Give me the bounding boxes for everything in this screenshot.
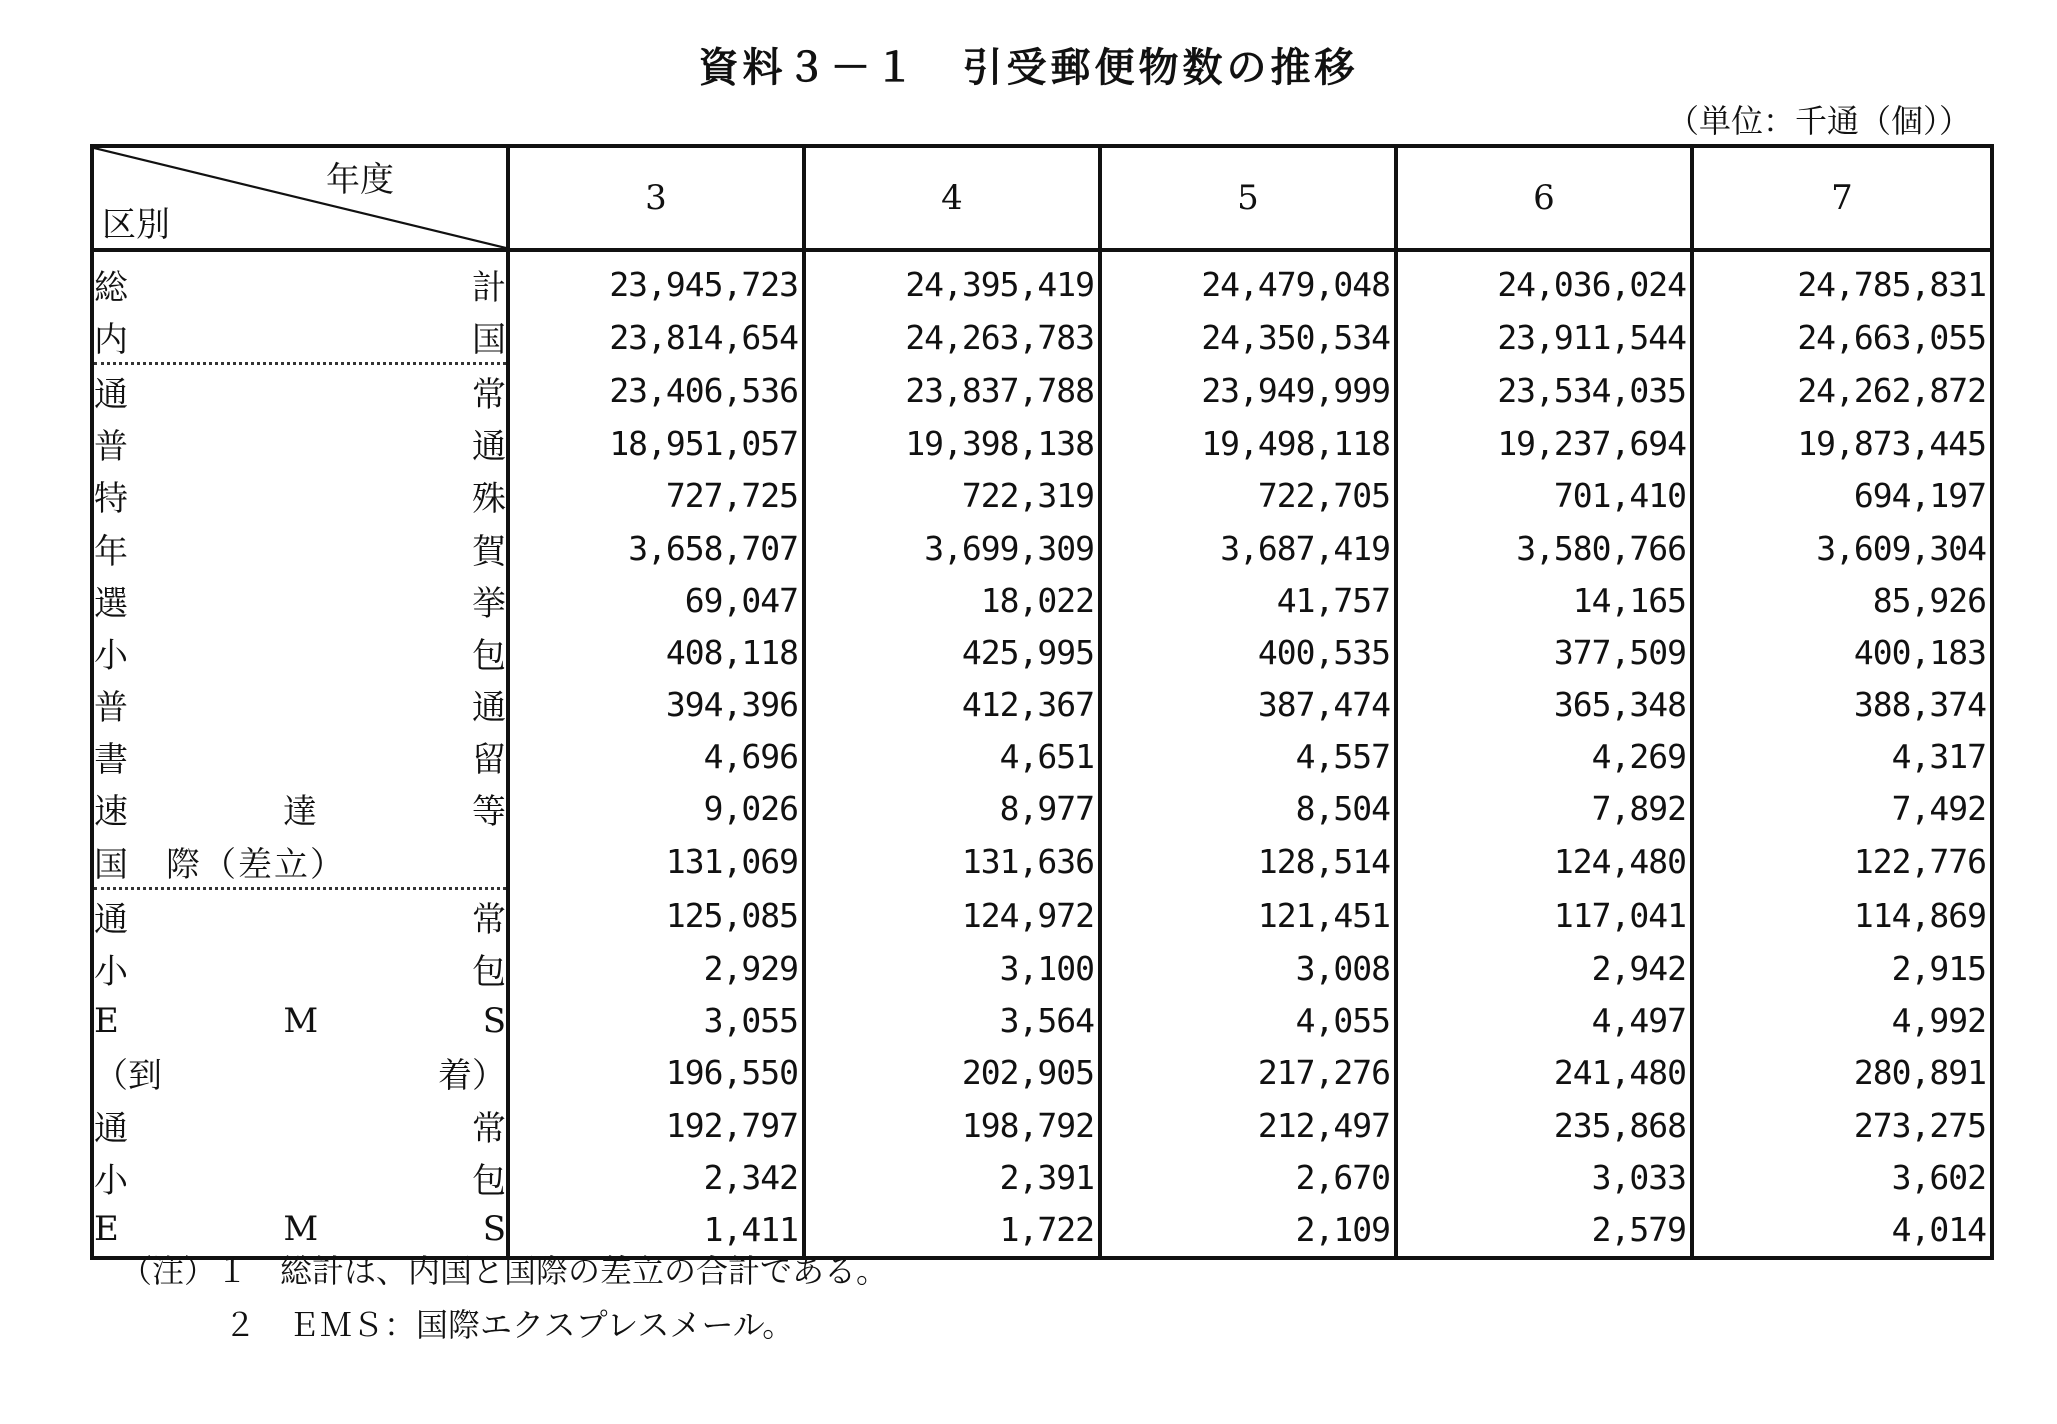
value-cell: 3,687,419 [1100, 522, 1396, 574]
row-label [92, 470, 508, 522]
table-row [92, 310, 1992, 364]
value-cell: 202,905 [804, 1047, 1100, 1099]
row-label [92, 310, 508, 364]
value-cell: 694,197 [1692, 470, 1992, 522]
value-cell: 125,085 [508, 889, 804, 943]
value-cell: 24,663,055 [1692, 310, 1992, 364]
row-label-part: 常 [472, 374, 506, 415]
corner-year-label: 年度 [326, 160, 394, 200]
value-cell: 273,275 [1692, 1099, 1992, 1151]
value-cell: 4,696 [508, 731, 804, 783]
row-label-part: 国 [472, 319, 506, 360]
value-cell: 3,564 [804, 995, 1100, 1047]
row-label-part: 賀 [472, 531, 506, 572]
row-label-part: 小 [94, 1160, 128, 1201]
row-label-part: S [482, 1000, 506, 1041]
table-row [92, 1099, 1992, 1151]
row-label-part: 通 [94, 1108, 128, 1149]
row-label-part: 包 [472, 635, 506, 676]
value-cell: 4,497 [1396, 995, 1692, 1047]
value-cell: 3,609,304 [1692, 522, 1992, 574]
value-cell: 23,406,536 [508, 364, 804, 418]
corner-cell [92, 146, 508, 250]
row-label-part: 書 [94, 740, 128, 781]
value-cell: 23,534,035 [1396, 364, 1692, 418]
value-cell: 387,474 [1100, 679, 1396, 731]
value-cell: 196,550 [508, 1047, 804, 1099]
row-label-part: 普 [94, 688, 128, 729]
value-cell: 4,317 [1692, 731, 1992, 783]
row-label-part: 国 際（差立） [94, 844, 346, 885]
notes [120, 1244, 888, 1352]
row-label-part: 着） [438, 1056, 506, 1097]
value-cell: 23,945,723 [508, 250, 804, 310]
value-cell: 41,757 [1100, 574, 1396, 626]
table-row [92, 835, 1992, 889]
value-cell: 192,797 [508, 1099, 804, 1151]
row-label-part: 包 [472, 952, 506, 993]
value-cell: 377,509 [1396, 626, 1692, 678]
row-label [92, 574, 508, 626]
row-label-part: 総 [94, 267, 128, 308]
value-cell: 388,374 [1692, 679, 1992, 731]
value-cell: 3,580,766 [1396, 522, 1692, 574]
value-cell: 3,602 [1692, 1151, 1992, 1203]
value-cell: 3,699,309 [804, 522, 1100, 574]
value-cell: 1,411 [508, 1203, 804, 1257]
value-cell: 4,014 [1692, 1203, 1992, 1257]
year-header: 6 [1396, 146, 1692, 250]
value-cell: 4,269 [1396, 731, 1692, 783]
value-cell: 24,479,048 [1100, 250, 1396, 310]
row-label [92, 250, 508, 310]
year-header: 4 [804, 146, 1100, 250]
value-cell: 122,776 [1692, 835, 1992, 889]
row-label-part: 選 [94, 583, 128, 624]
value-cell: 23,949,999 [1100, 364, 1396, 418]
table-body [92, 250, 1992, 1258]
row-label-part: 留 [472, 740, 506, 781]
row-label-part: 年 [94, 531, 128, 572]
value-cell: 24,350,534 [1100, 310, 1396, 364]
row-label-part: E [94, 1000, 119, 1041]
value-cell: 722,319 [804, 470, 1100, 522]
value-cell: 3,033 [1396, 1151, 1692, 1203]
value-cell: 241,480 [1396, 1047, 1692, 1099]
row-label-part: M [283, 1209, 319, 1250]
value-cell: 3,008 [1100, 942, 1396, 994]
table-row [92, 995, 1992, 1047]
table-row [92, 470, 1992, 522]
value-cell: 400,183 [1692, 626, 1992, 678]
value-cell: 117,041 [1396, 889, 1692, 943]
value-cell: 400,535 [1100, 626, 1396, 678]
value-cell: 394,396 [508, 679, 804, 731]
row-label [92, 995, 508, 1047]
table-row [92, 942, 1992, 994]
value-cell: 24,262,872 [1692, 364, 1992, 418]
row-label-part: 特 [94, 479, 128, 520]
row-label-part: 計 [472, 267, 506, 308]
value-cell: 2,109 [1100, 1203, 1396, 1257]
table-row [92, 250, 1992, 310]
value-cell: 2,670 [1100, 1151, 1396, 1203]
value-cell: 2,579 [1396, 1203, 1692, 1257]
value-cell: 8,504 [1100, 783, 1396, 835]
value-cell: 212,497 [1100, 1099, 1396, 1151]
table-row [92, 889, 1992, 943]
value-cell: 2,915 [1692, 942, 1992, 994]
value-cell: 2,929 [508, 942, 804, 994]
row-label [92, 889, 508, 943]
row-label [92, 522, 508, 574]
value-cell: 2,342 [508, 1151, 804, 1203]
header-row [92, 146, 1992, 250]
value-cell: 124,972 [804, 889, 1100, 943]
row-label-part: 殊 [472, 479, 506, 520]
value-cell: 3,658,707 [508, 522, 804, 574]
value-cell: 4,055 [1100, 995, 1396, 1047]
row-label [92, 679, 508, 731]
value-cell: 14,165 [1396, 574, 1692, 626]
postal-volume-table [90, 144, 1994, 1260]
value-cell: 412,367 [804, 679, 1100, 731]
row-label [92, 783, 508, 835]
value-cell: 365,348 [1396, 679, 1692, 731]
row-label-part: 通 [472, 688, 506, 729]
value-cell: 19,398,138 [804, 418, 1100, 470]
value-cell: 131,636 [804, 835, 1100, 889]
row-label [92, 418, 508, 470]
row-label [92, 1151, 508, 1203]
table-row [92, 522, 1992, 574]
note-2: ２ ＥＭＳ：国際エクスプレスメール。 [224, 1306, 795, 1344]
value-cell: 235,868 [1396, 1099, 1692, 1151]
value-cell: 131,069 [508, 835, 804, 889]
row-label [92, 835, 508, 889]
value-cell: 24,785,831 [1692, 250, 1992, 310]
note-1: （注）１ 総計は、内国と国際の差立の合計である。 [120, 1252, 889, 1290]
value-cell: 727,725 [508, 470, 804, 522]
value-cell: 7,892 [1396, 783, 1692, 835]
table-row [92, 574, 1992, 626]
row-label [92, 1099, 508, 1151]
value-cell: 217,276 [1100, 1047, 1396, 1099]
row-label [92, 731, 508, 783]
row-label-part: S [482, 1209, 506, 1250]
page-title: 資料３－１ 引受郵便物数の推移 [698, 45, 1359, 91]
value-cell: 121,451 [1100, 889, 1396, 943]
row-label-part: 等 [472, 792, 506, 833]
row-label-part: 通 [94, 899, 128, 940]
value-cell: 701,410 [1396, 470, 1692, 522]
row-label-part: 内 [94, 319, 128, 360]
table-row [92, 679, 1992, 731]
value-cell: 7,492 [1692, 783, 1992, 835]
row-label-part: 達 [283, 792, 317, 833]
year-header: 7 [1692, 146, 1992, 250]
row-label-part: E [94, 1209, 119, 1250]
row-label-part: （到 [94, 1056, 162, 1097]
row-label-part: 小 [94, 635, 128, 676]
row-label-part: 挙 [472, 583, 506, 624]
value-cell: 4,651 [804, 731, 1100, 783]
value-cell: 408,118 [508, 626, 804, 678]
value-cell: 85,926 [1692, 574, 1992, 626]
row-label-part: 小 [94, 952, 128, 993]
value-cell: 18,022 [804, 574, 1100, 626]
table-row [92, 418, 1992, 470]
year-header: 3 [508, 146, 804, 250]
table-row [92, 783, 1992, 835]
value-cell: 1,722 [804, 1203, 1100, 1257]
value-cell: 198,792 [804, 1099, 1100, 1151]
value-cell: 23,814,654 [508, 310, 804, 364]
value-cell: 69,047 [508, 574, 804, 626]
value-cell: 124,480 [1396, 835, 1692, 889]
row-label-part: 速 [94, 792, 128, 833]
row-label-part: 通 [472, 427, 506, 468]
table-row [92, 364, 1992, 418]
value-cell: 128,514 [1100, 835, 1396, 889]
row-label [92, 942, 508, 994]
value-cell: 280,891 [1692, 1047, 1992, 1099]
value-cell: 24,395,419 [804, 250, 1100, 310]
value-cell: 722,705 [1100, 470, 1396, 522]
value-cell: 4,992 [1692, 995, 1992, 1047]
row-label-part: 通 [94, 374, 128, 415]
value-cell: 3,055 [508, 995, 804, 1047]
row-label [92, 364, 508, 418]
unit-label: （単位：千通（個）） [1666, 102, 1971, 140]
row-label [92, 626, 508, 678]
table-row [92, 731, 1992, 783]
table-row [92, 626, 1992, 678]
value-cell: 19,873,445 [1692, 418, 1992, 470]
value-cell: 19,498,118 [1100, 418, 1396, 470]
value-cell: 24,036,024 [1396, 250, 1692, 310]
value-cell: 425,995 [804, 626, 1100, 678]
value-cell: 8,977 [804, 783, 1100, 835]
table-row [92, 1047, 1992, 1099]
row-label-part: 常 [472, 899, 506, 940]
value-cell: 9,026 [508, 783, 804, 835]
value-cell: 114,869 [1692, 889, 1992, 943]
row-label-part: 包 [472, 1160, 506, 1201]
value-cell: 18,951,057 [508, 418, 804, 470]
value-cell: 24,263,783 [804, 310, 1100, 364]
table-row [92, 1151, 1992, 1203]
row-label [92, 1047, 508, 1099]
value-cell: 3,100 [804, 942, 1100, 994]
value-cell: 23,837,788 [804, 364, 1100, 418]
row-label-part: 常 [472, 1108, 506, 1149]
value-cell: 2,391 [804, 1151, 1100, 1203]
value-cell: 23,911,544 [1396, 310, 1692, 364]
value-cell: 2,942 [1396, 942, 1692, 994]
row-label-part: 普 [94, 427, 128, 468]
corner-category-label: 区別 [102, 205, 170, 245]
value-cell: 4,557 [1100, 731, 1396, 783]
year-header: 5 [1100, 146, 1396, 250]
row-label-part: M [283, 1000, 319, 1041]
value-cell: 19,237,694 [1396, 418, 1692, 470]
